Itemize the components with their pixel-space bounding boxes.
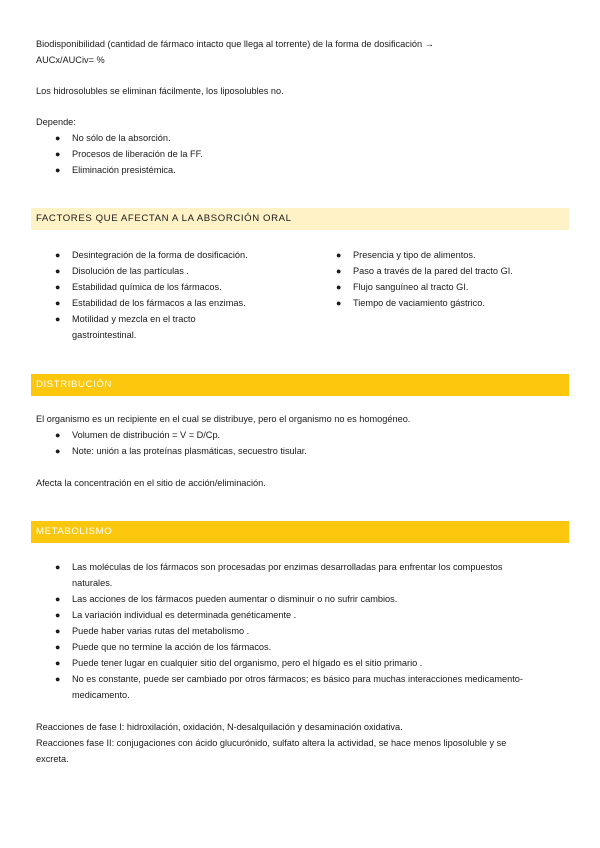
list-item: ● No sólo de la absorción. xyxy=(36,130,556,146)
section-title: FACTORES QUE AFECTAN A LA ABSORCIÓN ORAL xyxy=(36,213,292,224)
list-item: ● Las moléculas de los fármacos son procesadas por enzimas desarrolladas para enfrentar los compuestos naturales. xyxy=(36,559,526,591)
section-title: METABOLISMO xyxy=(36,526,113,537)
list-item: ● Volumen de distribución = V = D/Cp. xyxy=(36,427,556,443)
list-item: ● Presencia y tipo de alimentos. xyxy=(317,247,567,263)
list-item: ● Note: unión a las proteínas plasmáticas, secuestro tisular. xyxy=(36,443,556,459)
bullet-icon: ● xyxy=(55,133,61,143)
section-header-factores xyxy=(31,208,569,230)
bullet-icon: ● xyxy=(55,282,61,292)
bullet-icon: ● xyxy=(55,674,61,684)
distribucion-footer: Afecta la concentración en el sitio de acción/eliminación. xyxy=(36,478,266,488)
section-title: DISTRIBUCIÓN xyxy=(36,379,112,390)
bullet-icon: ● xyxy=(55,250,61,260)
section-header-distribucion xyxy=(31,374,569,396)
distribucion-list xyxy=(36,427,556,459)
bullet-icon: ● xyxy=(55,266,61,276)
distribucion-intro: El organismo es un recipiente en el cual se distribuye, pero el organismo no es homogéneo. xyxy=(36,414,411,424)
list-item: ● Estabilidad de los fármacos a las enzimas. xyxy=(36,295,316,311)
list-item: ● Desintegración de la forma de dosificación. xyxy=(36,247,316,263)
list-item: ● Puede que no termine la acción de los fármacos. xyxy=(36,639,526,655)
list-item: ● Tiempo de vaciamiento gástrico. xyxy=(317,295,567,311)
bullet-icon: ● xyxy=(55,430,61,440)
bioavailability-line-2: AUCx/AUCiv= % xyxy=(36,55,105,65)
bullet-icon: ● xyxy=(55,594,61,604)
bullet-icon: ● xyxy=(55,446,61,456)
bullet-icon: ● xyxy=(336,250,342,260)
bioavailability-line-1: Biodisponibilidad (cantidad de fármaco intacto que llega al torrente) de la forma de dosificación → xyxy=(36,39,434,49)
list-item: ● Disolución de las partículas . xyxy=(36,263,316,279)
phase-1-reactions: Reacciones de fase I: hidroxilación, oxidación, N-desalquilación y desaminación oxidativa. xyxy=(36,722,403,732)
bullet-icon: ● xyxy=(55,149,61,159)
bullet-icon: ● xyxy=(55,562,61,572)
bullet-icon: ● xyxy=(55,610,61,620)
list-item: ● Procesos de liberación de la FF. xyxy=(36,146,556,162)
list-item: ● Las acciones de los fármacos pueden aumentar o disminuir o no sufrir cambios. xyxy=(36,591,526,607)
list-item: ● La variación individual es determinada genéticamente . xyxy=(36,607,526,623)
factores-left-list xyxy=(36,247,316,343)
list-item: ● Motilidad y mezcla en el tracto gastrointestinal. xyxy=(36,311,242,343)
phase-2-reactions: Reacciones fase II: conjugaciones con ácido glucurónido, sulfato altera la actividad, se hace menos liposoluble y se excreta. xyxy=(36,738,507,764)
depends-label: Depende: xyxy=(36,117,76,127)
list-item: ● Flujo sanguíneo al tracto GI. xyxy=(317,279,567,295)
depends-list xyxy=(36,130,556,178)
factores-right-list xyxy=(317,247,567,311)
list-item: ● Puede haber varias rutas del metabolismo . xyxy=(36,623,526,639)
list-item: ● No es constante, puede ser cambiado por otros fármacos; es básico para muchas interacciones medicamento-medicamento. xyxy=(36,671,526,703)
list-item: ● Puede tener lugar en cualquier sitio del organismo, pero el hígado es el sitio primario . xyxy=(36,655,526,671)
bullet-icon: ● xyxy=(336,282,342,292)
section-header-metabolismo xyxy=(31,521,569,543)
bullet-icon: ● xyxy=(55,165,61,175)
list-item: ● Estabilidad química de los fármacos. xyxy=(36,279,316,295)
bullet-icon: ● xyxy=(336,266,342,276)
bullet-icon: ● xyxy=(336,298,342,308)
list-item: ● Paso a través de la pared del tracto GI. xyxy=(317,263,567,279)
bullet-icon: ● xyxy=(55,658,61,668)
bullet-icon: ● xyxy=(55,314,61,324)
list-item: ● Eliminación presistémica. xyxy=(36,162,556,178)
bullet-icon: ● xyxy=(55,626,61,636)
bullet-icon: ● xyxy=(55,642,61,652)
bullet-icon: ● xyxy=(55,298,61,308)
hydrosoluble-note: Los hidrosolubles se eliminan fácilmente, los liposolubles no. xyxy=(36,86,284,96)
metabolismo-list xyxy=(36,559,526,703)
